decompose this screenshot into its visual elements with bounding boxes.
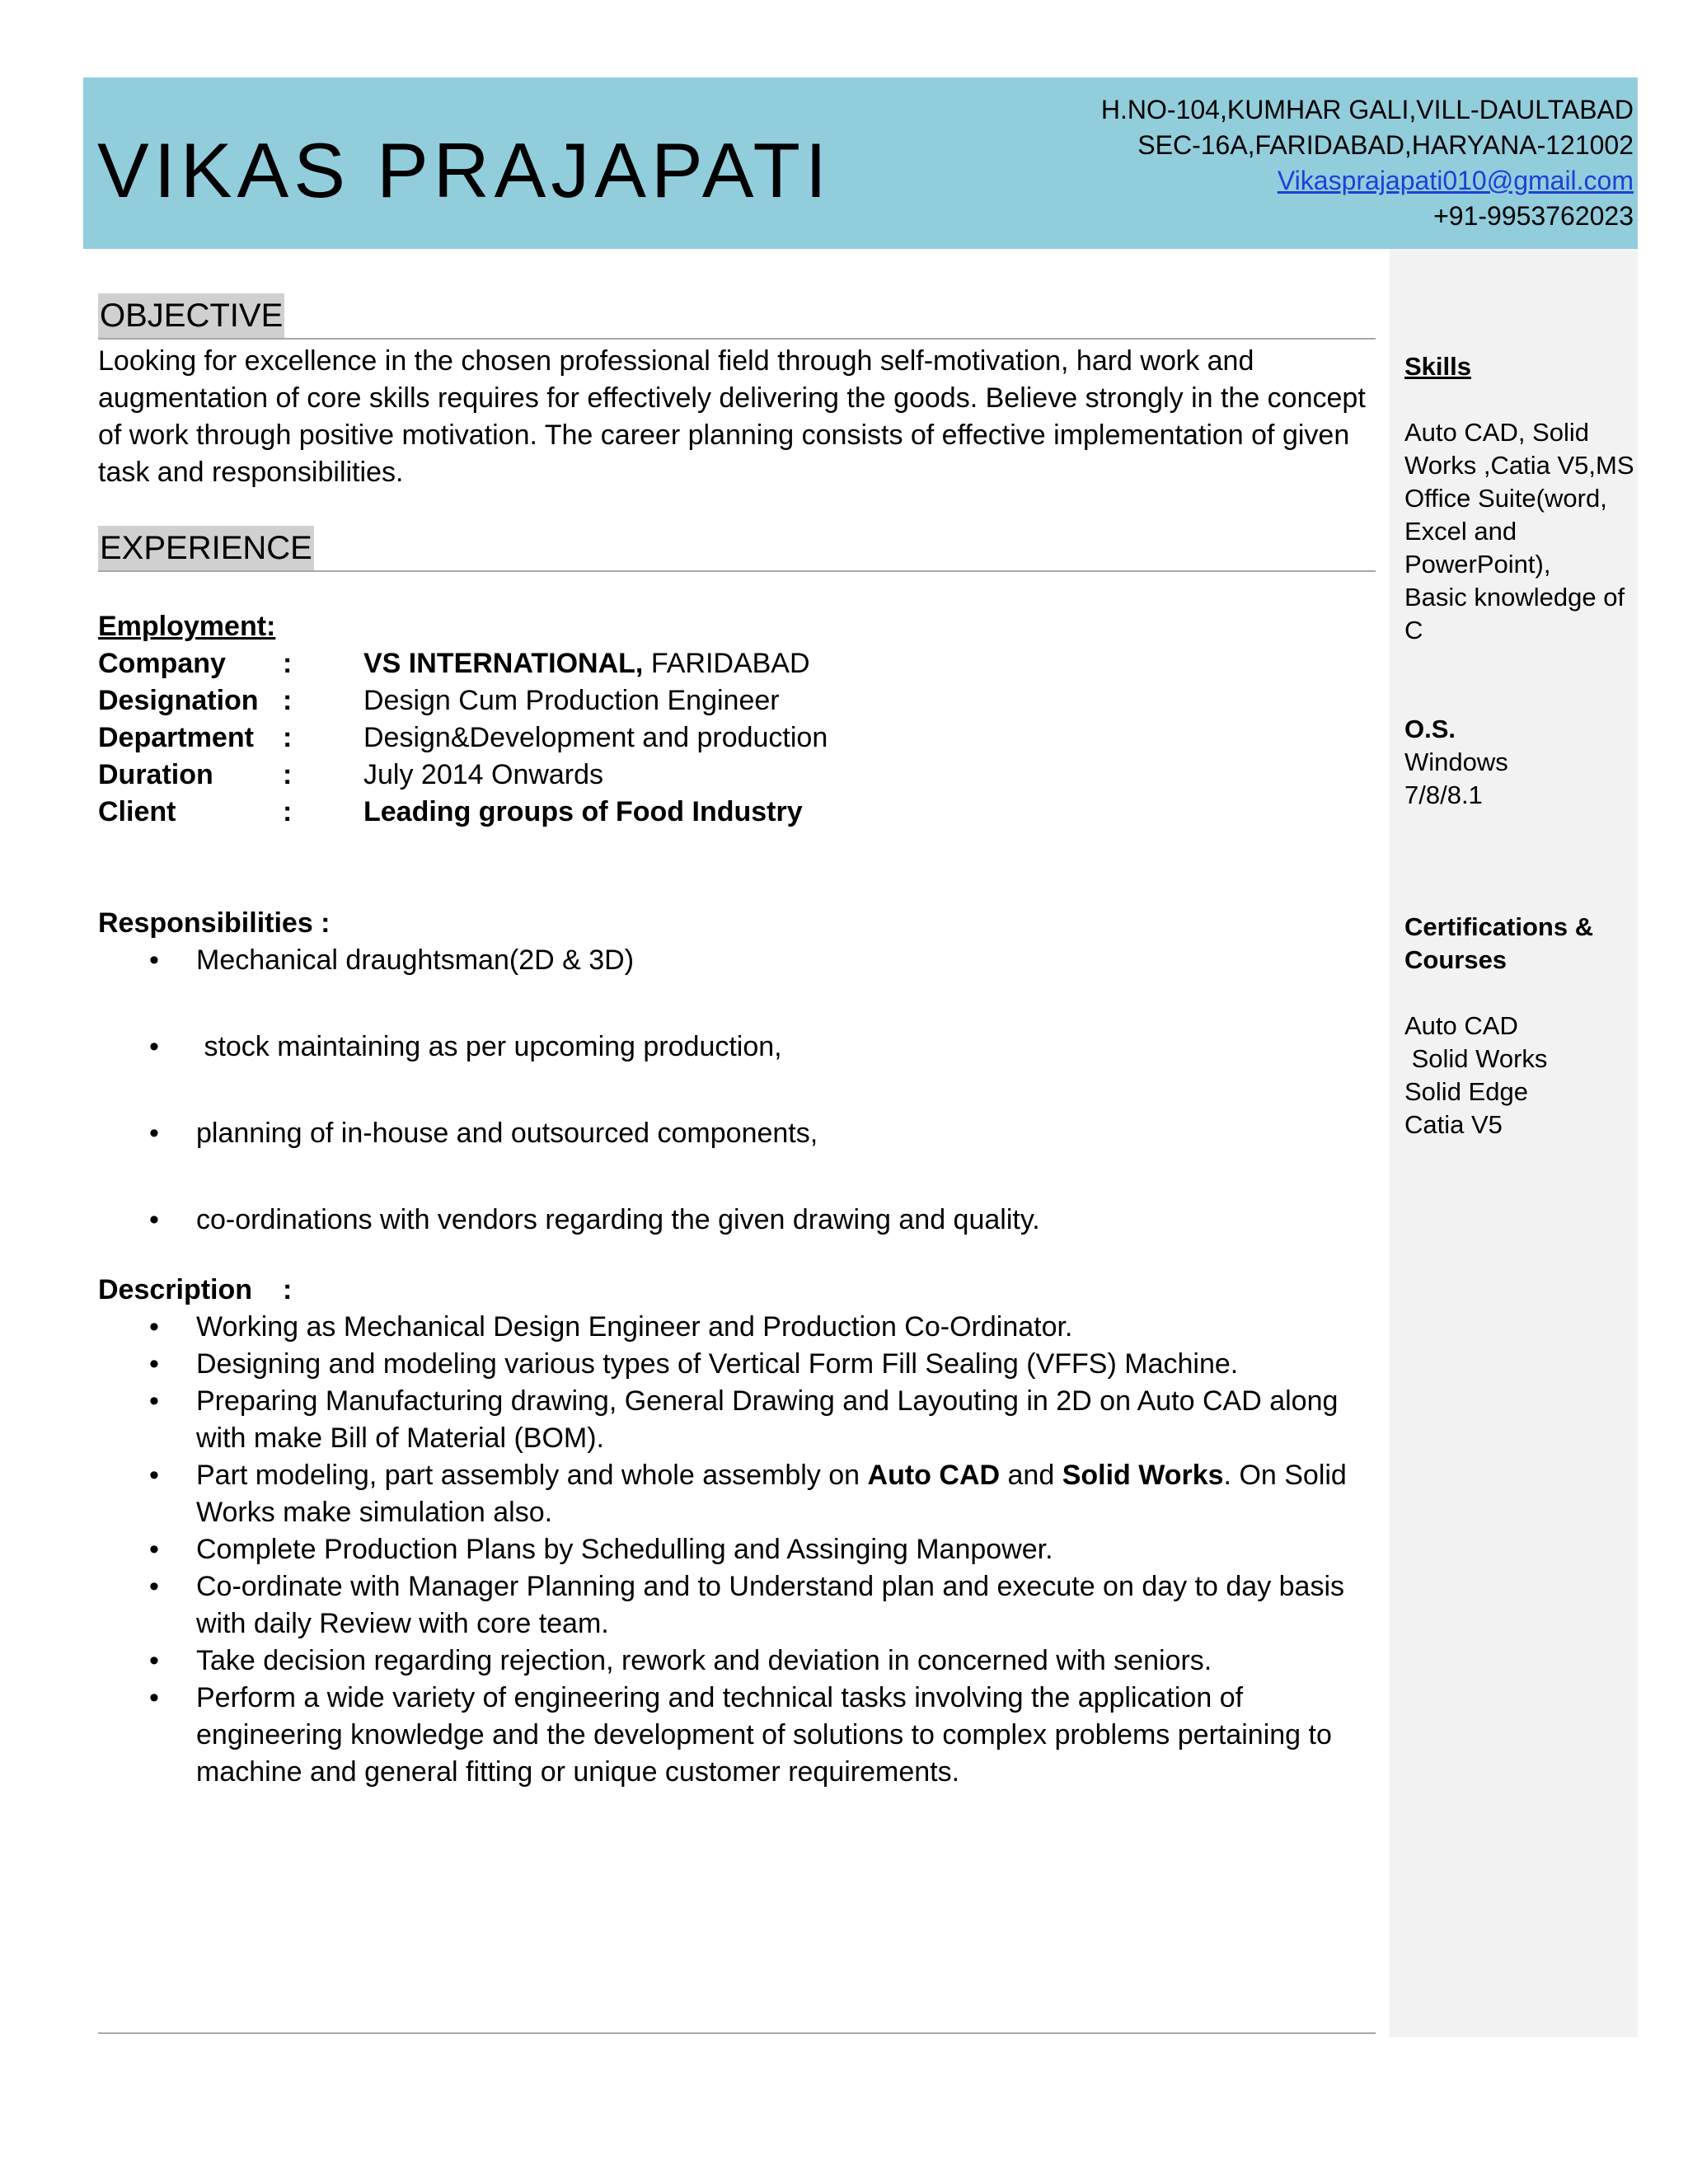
list-item: • Perform a wide variety of engineering and technical tasks involving the application of engineering knowledge and the development of solutions to complex problems pertaining to machine and general fitting or unique customer requirements. (98, 1680, 1376, 1791)
contact-block (1101, 92, 1634, 234)
field-colon: : (283, 796, 293, 827)
cert-title-line: Courses (1404, 945, 1507, 974)
objective-heading: OBJECTIVE (98, 293, 284, 338)
bottom-divider (98, 2032, 1376, 2034)
sidebar-content (1404, 350, 1635, 1141)
os-line: Windows (1404, 748, 1508, 776)
skills-line: C (1404, 616, 1423, 644)
field-value (363, 645, 810, 682)
field-label: Client (98, 796, 176, 827)
description-label-row (98, 1272, 1376, 1309)
field-row-department (98, 719, 1376, 757)
skills-list (1404, 416, 1635, 647)
cert-line: Catia V5 (1404, 1110, 1503, 1139)
employment-label: Employment: (98, 611, 276, 642)
field-colon: : (283, 648, 293, 679)
skills-line: PowerPoint), (1404, 550, 1551, 579)
description-colon: : (283, 1274, 293, 1305)
address-line-1: H.NO-104,KUMHAR GALI,VILL-DAULTABAD (1100, 95, 1634, 124)
description-label: Description (98, 1274, 253, 1305)
field-value: July 2014 Onwards (363, 759, 604, 790)
certifications-title (1404, 911, 1635, 977)
experience-heading: EXPERIENCE (98, 526, 314, 570)
list-item: • Preparing Manufacturing drawing, General Drawing and Layouting in 2D on Auto CAD along with make Bill of Material (BOM). (98, 1383, 1376, 1457)
skills-line: Auto CAD, Solid (1404, 418, 1589, 447)
cert-line: Solid Edge (1404, 1077, 1528, 1106)
list-item: • Co-ordinate with Manager Planning and to Understand plan and execute on day to day basis with daily Review with core team. (98, 1568, 1376, 1643)
skills-line: Basic knowledge of (1404, 583, 1625, 612)
field-label: Designation (98, 685, 259, 716)
list-item: • Designing and modeling various types of Vertical Form Fill Sealing (VFFS) Machine. (98, 1346, 1376, 1383)
list-item: • stock maintaining as per upcoming production, (98, 1029, 1376, 1066)
skills-line: Excel and (1404, 517, 1517, 546)
list-item: • Complete Production Plans by Schedulling and Assinging Manpower. (98, 1531, 1376, 1568)
candidate-name: VIKAS PRAJAPATI (97, 127, 832, 213)
employment-fields (98, 645, 1376, 831)
list-item: • co-ordinations with vendors regarding the given drawing and quality. (98, 1202, 1376, 1239)
list-item: • planning of in-house and outsourced components, (98, 1115, 1376, 1152)
field-value: Design&Development and production (363, 722, 828, 753)
field-colon: : (283, 759, 293, 790)
text-run-bold: Auto CAD (867, 1460, 1001, 1491)
field-colon: : (283, 685, 293, 716)
field-label: Duration (98, 759, 213, 790)
field-row-client (98, 794, 1376, 831)
skills-title: Skills (1404, 352, 1471, 381)
list-item: • Mechanical draughtsman(2D & 3D) (98, 942, 1376, 979)
cert-line: Solid Works (1404, 1044, 1548, 1073)
responsibilities-list (98, 942, 1376, 1239)
field-row-company (98, 645, 1376, 682)
text-run: and (1000, 1460, 1062, 1491)
list-item: • Working as Mechanical Design Engineer and Production Co-Ordinator. (98, 1309, 1376, 1346)
address-line-2: SEC-16A,FARIDABAD,HARYANA-121002 (1137, 130, 1634, 160)
main-content (98, 293, 1376, 1791)
field-colon: : (283, 722, 293, 753)
field-row-duration (98, 757, 1376, 794)
os-title: O.S. (1404, 715, 1456, 743)
list-item: • Take decision regarding rejection, rework and deviation in concerned with seniors. (98, 1643, 1376, 1680)
experience-divider (98, 570, 1376, 572)
cert-line: Auto CAD (1404, 1011, 1518, 1040)
field-label: Department (98, 722, 254, 753)
objective-divider (98, 338, 1376, 340)
text-run-bold: Solid Works (1062, 1460, 1224, 1491)
field-row-designation (98, 682, 1376, 719)
field-value-text: FARIDABAD (643, 648, 810, 679)
cert-title-line: Certifications & (1404, 912, 1594, 941)
field-label: Company (98, 648, 226, 679)
email-link[interactable]: Vikasprajapati010@gmail.com (1277, 166, 1634, 195)
list-item (98, 1457, 1376, 1531)
text-run: . On Solid Works make simulation also. (196, 1460, 1347, 1528)
phone-number: +91-9953762023 (1433, 201, 1634, 231)
field-value: Leading groups of Food Industry (363, 796, 803, 827)
field-value: Design Cum Production Engineer (363, 685, 780, 716)
text-run: Part modeling, part assembly and whole assembly on (196, 1460, 868, 1491)
field-value-bold: VS INTERNATIONAL, (363, 648, 644, 679)
os-line: 7/8/8.1 (1404, 780, 1483, 809)
objective-text: Looking for excellence in the chosen professional field through self-motivation, hard work and augmentation of core skills requires for effectively delivering the goods. Believe strongly in the concept of work through positive motivation. The career planning consists of effective implementation of given task and responsibilities. (98, 345, 1366, 488)
description-list (98, 1309, 1376, 1791)
responsibilities-label: Responsibilities : (98, 907, 331, 939)
skills-line: Office Suite(word, (1404, 484, 1607, 513)
skills-line: Works ,Catia V5,MS (1404, 451, 1634, 480)
